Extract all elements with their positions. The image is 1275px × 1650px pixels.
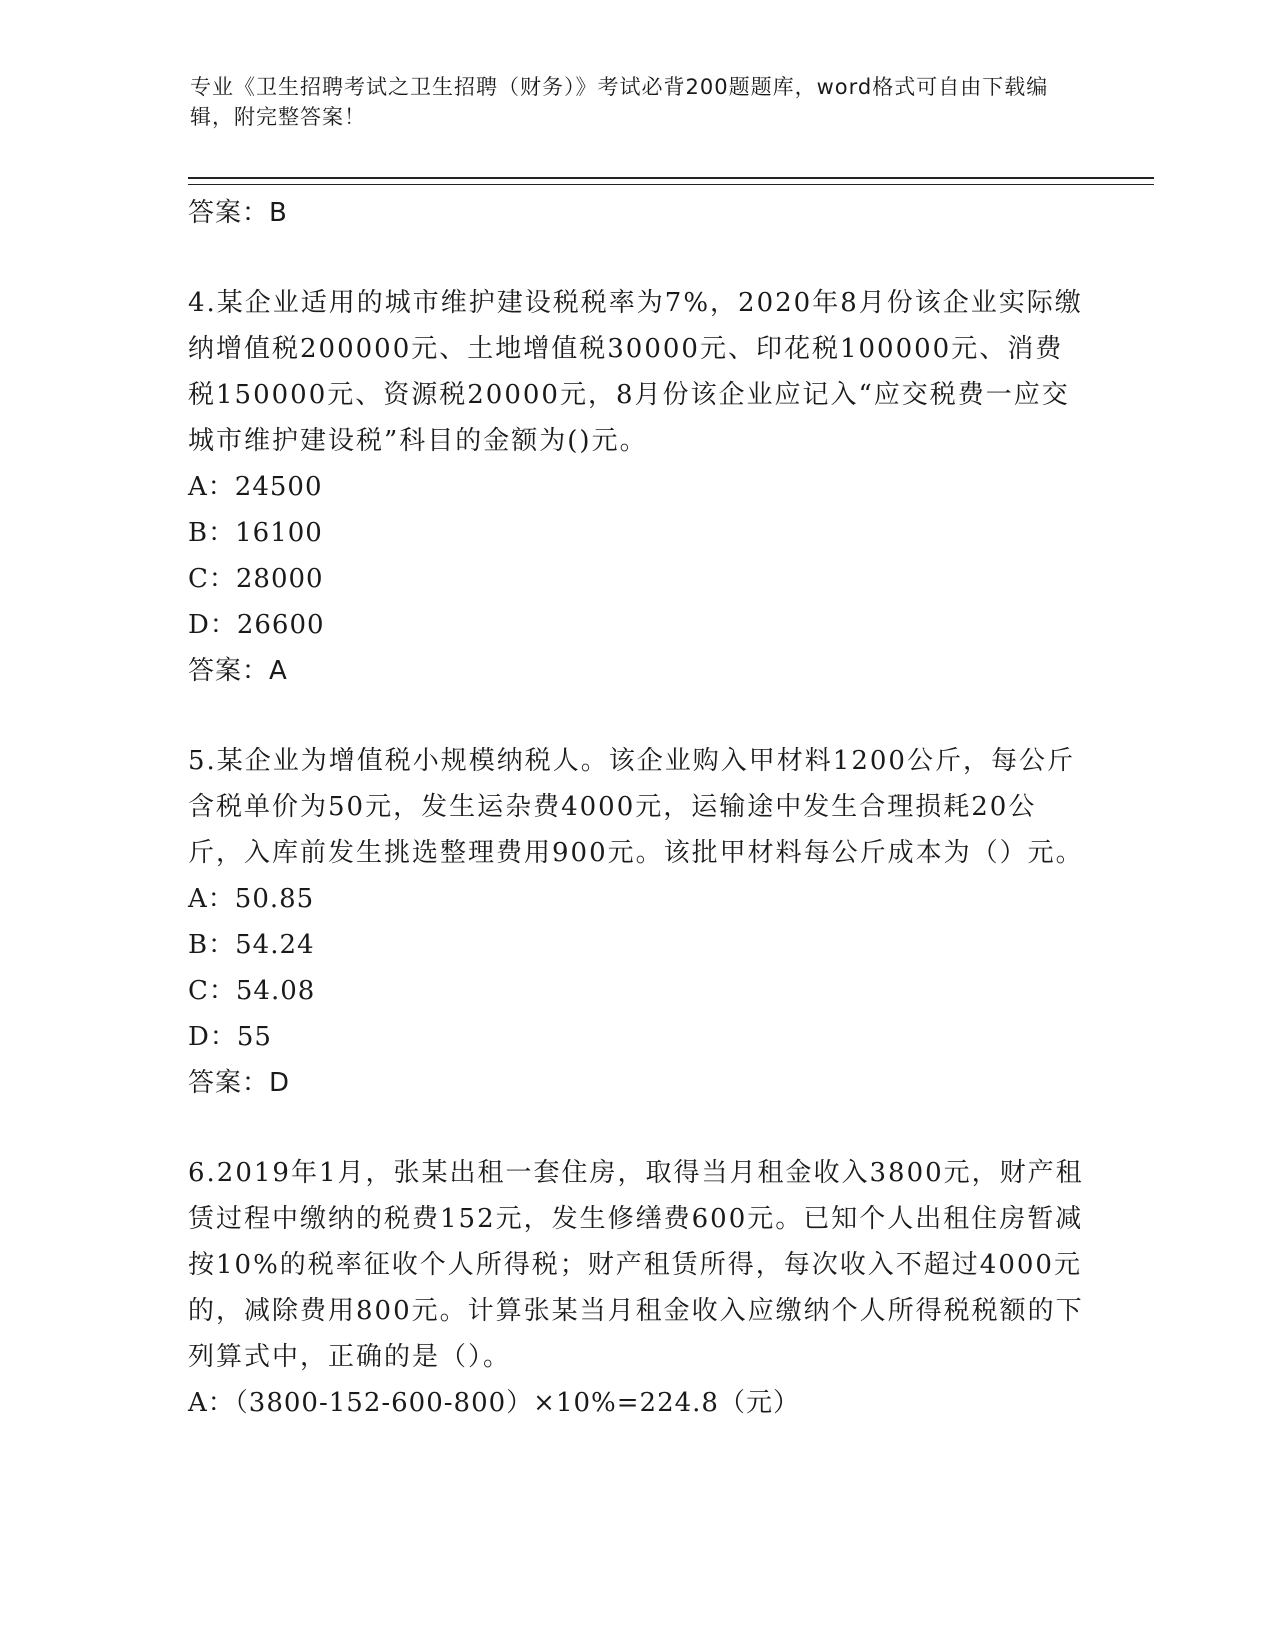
spacer — [188, 236, 1088, 258]
q5-option-a: A：50.85 — [188, 884, 315, 914]
q5-option-d: D：55 — [188, 1022, 272, 1052]
document-content — [188, 190, 1088, 1426]
question-6: 6.2019年1月，张某出租一套住房，取得当月租金收入3800元，财产租赁过程中缴纳的税费152元，发生修缮费600元。已知个人出租住房暂减按10%的税率征收个人所得税；财产租赁所得，每次收入不超过4000元的，减除费用800元。计算张某当月租金收入应缴纳个人所得税税额的下列算式中，正确的是（）。 — [188, 1158, 1084, 1372]
spacer — [188, 1106, 1088, 1128]
q4-option-a: A：24500 — [188, 472, 323, 502]
header-divider — [188, 177, 1154, 185]
q4-answer: 答案：A — [188, 656, 288, 686]
q5-option-b: B：54.24 — [188, 930, 315, 960]
q4-option-d: D：26600 — [188, 610, 325, 640]
spacer — [188, 694, 1088, 716]
answer-previous: 答案：B — [188, 198, 288, 228]
question-4: 4.某企业适用的城市维护建设税税率为7%，2020年8月份该企业实际缴纳增值税200000元、土地增值税30000元、印花税100000元、消费税150000元、资源税20000元，8月份该企业应记入“应交税费一应交城市维护建设税”科目的金额为()元。 — [188, 288, 1083, 456]
q5-answer: 答案：D — [188, 1068, 291, 1098]
q4-option-c: C：28000 — [188, 564, 324, 594]
q4-option-b: B：16100 — [188, 518, 323, 548]
q5-option-c: C：54.08 — [188, 976, 316, 1006]
question-5: 5.某企业为增值税小规模纳税人。该企业购入甲材料1200公斤，每公斤含税单价为50元，发生运杂费4000元，运输途中发生合理损耗20公斤，入库前发生挑选整理费用900元。该批甲材料每公斤成本为（）元。 — [188, 746, 1084, 868]
q6-option-a: A：（3800-152-600-800）×10%=224.8（元） — [188, 1388, 800, 1418]
page-header: 专业《卫生招聘考试之卫生招聘（财务）》考试必背200题题库，word格式可自由下载编辑，附完整答案！ — [190, 75, 1049, 129]
